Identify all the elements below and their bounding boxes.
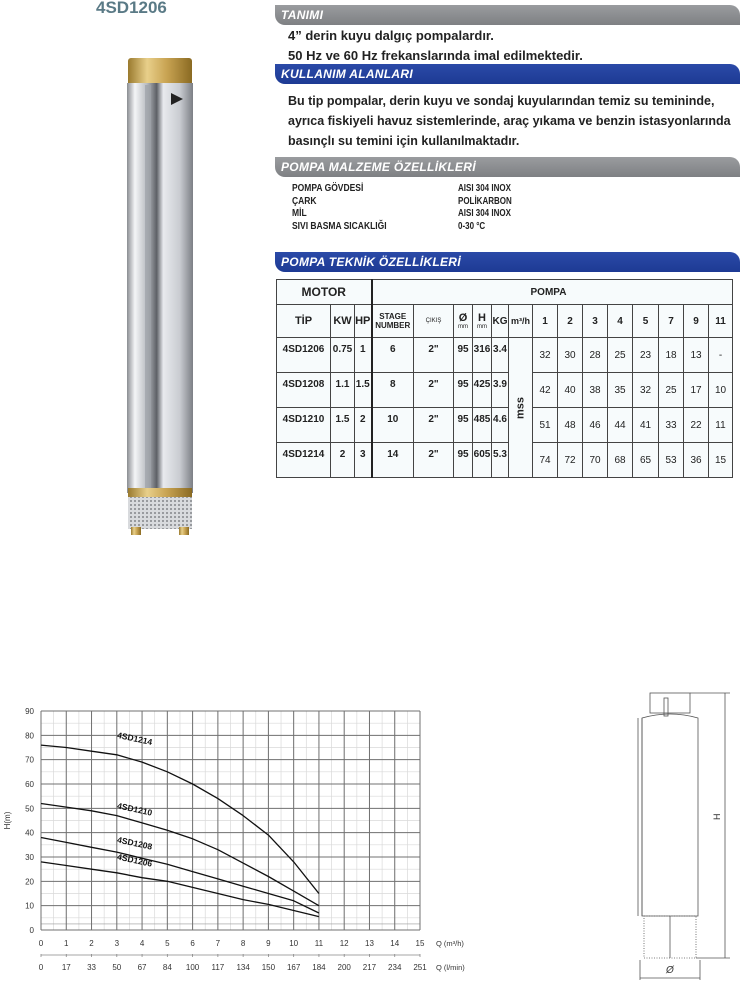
cell-dia: 95 (454, 408, 473, 443)
diameter-dimension-label: Ø (666, 965, 674, 976)
col-hp: HP (355, 305, 372, 338)
y-tick-label: 0 (29, 926, 34, 935)
x-tick-label: 14 (390, 939, 400, 948)
cell-kw: 1.1 (331, 373, 355, 408)
steel-body (127, 83, 193, 493)
col-flow: 7 (659, 305, 684, 338)
cell-cikis: 2" (414, 373, 454, 408)
cell-head: 42 (533, 373, 558, 408)
cell-head: 10 (709, 373, 733, 408)
cell-head: 23 (633, 338, 659, 373)
table-row (277, 373, 733, 408)
table-row (277, 408, 733, 443)
cell-stage: 10 (372, 408, 414, 443)
col-stage: STAGE NUMBER (372, 305, 414, 338)
cell-head: 44 (608, 408, 633, 443)
pompa-group-header: POMPA (372, 280, 733, 305)
cell-head: 28 (583, 338, 608, 373)
cell-head: 17 (684, 373, 709, 408)
x-tick-label: 11 (314, 939, 324, 948)
x2-tick-label: 150 (261, 963, 276, 972)
cell-head: 74 (533, 443, 558, 478)
y-tick-label: 40 (25, 828, 34, 838)
x-tick-label: 13 (365, 939, 374, 948)
cell-head: 25 (608, 338, 633, 373)
cell-h: 605 (473, 443, 492, 478)
x2-tick-label: 50 (112, 963, 122, 972)
y-tick-label: 80 (25, 731, 34, 741)
cell-hp: 3 (355, 443, 372, 478)
drawing-outlet (650, 693, 690, 713)
y-tick-label: 60 (25, 780, 34, 789)
x2-tick-label: 17 (61, 963, 71, 972)
cell-kw: 0.75 (331, 338, 355, 373)
drawing-body (642, 714, 698, 916)
cell-head: 38 (583, 373, 608, 408)
x2-axis-label: Q (l/min) (436, 963, 465, 972)
col-dia: Ø mm (454, 305, 473, 338)
cell-cikis: 2" (414, 338, 454, 373)
table-row (277, 338, 733, 373)
cell-head: 18 (659, 338, 684, 373)
section-header-malzeme: POMPA MALZEME ÖZELLİKLERİ (275, 157, 740, 177)
x-tick-label: 3 (114, 939, 120, 948)
cell-head: 22 (684, 408, 709, 443)
col-flow: 4 (608, 305, 633, 338)
cell-kg: 3.4 (492, 338, 509, 373)
y-tick-label: 90 (25, 707, 34, 716)
x-tick-label: 1 (64, 939, 69, 948)
series-label: 4SD1210 (116, 800, 154, 818)
cell-hp: 1.5 (355, 373, 372, 408)
cell-cikis: 2" (414, 443, 454, 478)
head-unit-label (509, 338, 533, 478)
cell-dia: 95 (454, 373, 473, 408)
cell-cikis: 2" (414, 408, 454, 443)
cell-head: 51 (533, 408, 558, 443)
cell-head: 32 (633, 373, 659, 408)
x-tick-label: 4 (139, 939, 145, 948)
cell-dia: 95 (454, 443, 473, 478)
x-tick-label: 7 (215, 939, 221, 948)
x2-tick-label: 184 (312, 963, 326, 972)
col-tip: TİP (277, 305, 331, 338)
cell-hp: 2 (355, 408, 372, 443)
y-axis-label: H(m) (3, 811, 12, 830)
table-row (277, 443, 733, 478)
x2-tick-label: 84 (162, 963, 172, 972)
cell-kw: 1.5 (331, 408, 355, 443)
series-label: 4SD1214 (116, 729, 154, 748)
col-kg: KG (492, 305, 509, 338)
cell-stage: 8 (372, 373, 414, 408)
model-title: 4SD1206 (96, 0, 167, 17)
y-tick-label: 50 (25, 804, 34, 814)
col-kw: KW (331, 305, 355, 338)
x-tick-label: 2 (89, 939, 94, 948)
material-row: MİL AISI 304 INOX (292, 208, 511, 219)
cell-head: 25 (659, 373, 684, 408)
cell-tip: 4SD1214 (277, 443, 331, 478)
cell-head: 11 (709, 408, 733, 443)
cell-tip: 4SD1206 (277, 338, 331, 373)
spec-table (276, 279, 733, 478)
x2-tick-label: 33 (87, 963, 96, 972)
cell-head: 48 (558, 408, 583, 443)
cell-kg: 3.9 (492, 373, 509, 408)
cell-head: 65 (633, 443, 659, 478)
cell-kw: 2 (331, 443, 355, 478)
material-list (292, 183, 525, 233)
material-row: SIVI BASMA SICAKLIĞI 0-30 °C (292, 220, 486, 232)
cell-h: 425 (473, 373, 492, 408)
cell-stage: 6 (372, 338, 414, 373)
series-label: 4SD1206 (116, 851, 154, 869)
cell-head: 41 (633, 408, 659, 443)
cell-head: 72 (558, 443, 583, 478)
col-flow: 3 (583, 305, 608, 338)
x2-tick-label: 67 (137, 963, 147, 972)
kullanim-line: Bu tip pompalar, derin kuyu ve sondaj kuyularından temiz su temininde, (288, 94, 715, 108)
x2-tick-label: 167 (286, 963, 301, 972)
cell-dia: 95 (454, 338, 473, 373)
cell-stage: 14 (372, 443, 414, 478)
motor-group-header: MOTOR (277, 280, 372, 305)
section-header-tanimi: TANIMI (275, 5, 740, 25)
x-tick-label: 8 (240, 939, 246, 948)
cell-head: 33 (659, 408, 684, 443)
y-tick-label: 10 (25, 901, 34, 911)
cell-head: 70 (583, 443, 608, 478)
tanimi-line: 50 Hz ve 60 Hz frekanslarında imal edilmektedir. (288, 48, 583, 63)
x-tick-label: 9 (266, 939, 271, 948)
cell-hp: 1 (355, 338, 372, 373)
x-tick-label: 6 (190, 939, 195, 948)
cell-head: 15 (709, 443, 733, 478)
x2-tick-label: 134 (236, 963, 250, 972)
cell-head: 36 (684, 443, 709, 478)
cell-kg: 4.6 (492, 408, 509, 443)
kullanim-line: basınçlı su temini için kullanılmaktadır. (288, 134, 520, 148)
col-flow-unit: m³/h (509, 305, 533, 338)
intake-screen (128, 497, 192, 529)
x2-tick-label: 117 (211, 963, 225, 972)
brass-outlet (128, 58, 192, 86)
col-flow: 11 (709, 305, 733, 338)
tanimi-line: 4” derin kuyu dalgıç pompalardır. (288, 28, 494, 43)
y-tick-label: 70 (25, 755, 34, 765)
col-flow: 9 (684, 305, 709, 338)
x-tick-label: 0 (38, 939, 44, 948)
section-header-teknik: POMPA TEKNİK ÖZELLİKLERİ (275, 252, 740, 272)
cell-tip: 4SD1210 (277, 408, 331, 443)
kullanim-text (288, 91, 731, 151)
x-tick-label: 12 (339, 939, 349, 948)
tanimi-text (288, 26, 583, 66)
x2-tick-label: 100 (185, 963, 200, 972)
section-header-kullanim: KULLANIM ALANLARI (275, 64, 740, 84)
x2-tick-label: 234 (388, 963, 402, 972)
cell-head: 53 (659, 443, 684, 478)
col-flow: 5 (633, 305, 659, 338)
col-flow: 2 (558, 305, 583, 338)
cell-head: 35 (608, 373, 633, 408)
x2-tick-label: 217 (362, 963, 377, 972)
cell-h: 316 (473, 338, 492, 373)
x-tick-label: 10 (289, 939, 299, 948)
dimension-drawing (620, 688, 735, 984)
col-h: H mm (473, 305, 492, 338)
cell-h: 485 (473, 408, 492, 443)
y-tick-label: 30 (25, 853, 34, 862)
cell-head: 40 (558, 373, 583, 408)
cell-tip: 4SD1208 (277, 373, 331, 408)
cell-kg: 5.3 (492, 443, 509, 478)
x2-tick-label: 251 (413, 963, 427, 972)
cell-head: 30 (558, 338, 583, 373)
x2-tick-label: 0 (38, 963, 44, 972)
x-tick-label: 5 (165, 939, 170, 948)
cell-head: 13 (684, 338, 709, 373)
material-row: ÇARK POLİKARBON (292, 195, 512, 207)
x-axis-label: Q (m³/h) (436, 939, 464, 948)
cell-head: - (709, 338, 733, 373)
head-unit-text: mss (514, 396, 527, 419)
series-label: 4SD1208 (116, 834, 154, 852)
pump-photo (125, 55, 195, 540)
height-dimension-label: H (712, 813, 722, 820)
col-flow: 1 (533, 305, 558, 338)
cell-head: 46 (583, 408, 608, 443)
performance-chart (0, 700, 480, 984)
material-row: POMPA GÖVDESİ AISI 304 INOX (292, 183, 511, 194)
kullanim-line: ayrıca fiskiyeli havuz sistemlerinde, araç yıkama ve benzin istasyonlarında (288, 114, 731, 128)
cell-head: 68 (608, 443, 633, 478)
x2-tick-label: 200 (337, 963, 351, 972)
cell-head: 32 (533, 338, 558, 373)
y-tick-label: 20 (25, 877, 34, 887)
x-tick-label: 15 (415, 939, 425, 948)
col-cikis: ÇIKIŞ (414, 305, 454, 338)
